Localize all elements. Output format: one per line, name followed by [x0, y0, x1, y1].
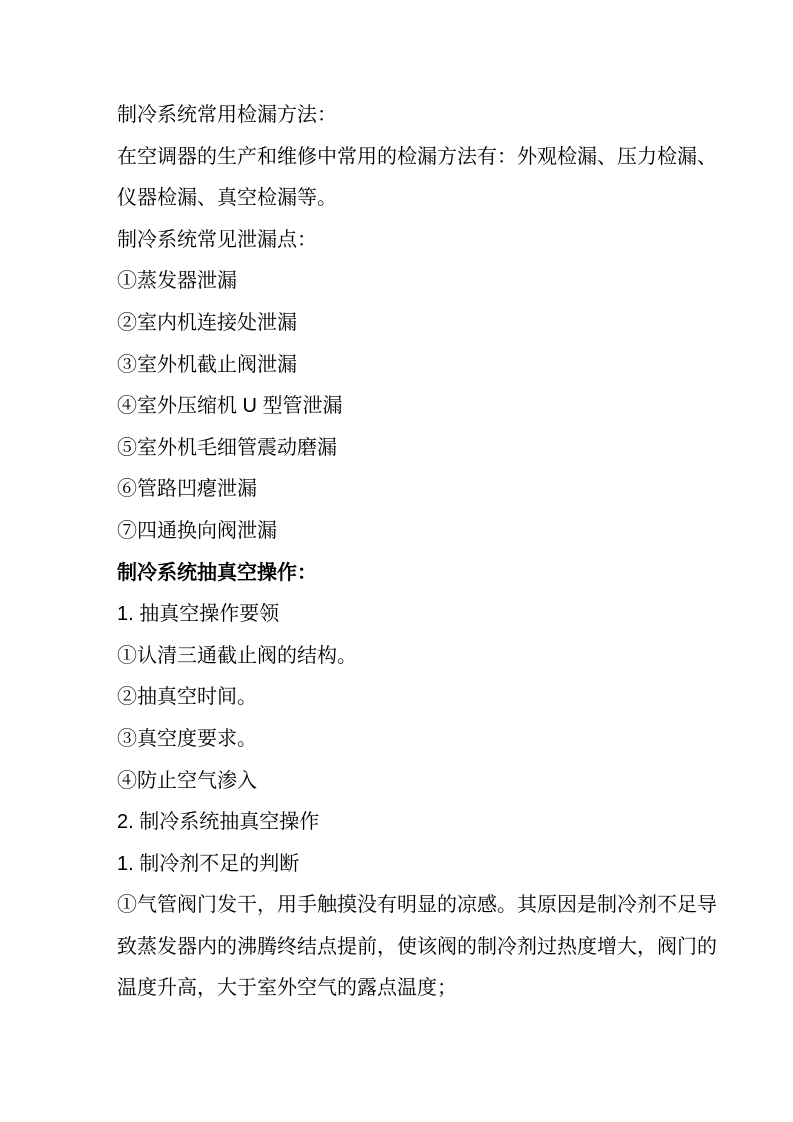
paragraph-leak-point-4: ④室外压缩机 U 型管泄漏	[117, 395, 343, 418]
paragraph-leak-point-7: ⑦四通换向阀泄漏	[117, 519, 277, 542]
paragraph-heading-leak-methods: 制冷系统常用检漏方法：	[117, 104, 337, 126]
paragraph-leak-point-5: ⑤室外机毛细管震动磨漏	[117, 436, 337, 459]
paragraph-refrigerant-detail-1: ①气管阀门发干，用手触摸没有明显的凉感。其原因是制冷剂不足导致蒸发器内的沸腾终结点提前，使该阀的制冷剂过热度增大，阀门的温度升高，大于室外空气的露点温度；	[117, 894, 717, 1000]
paragraph-refrigerant-judgment: 1. 制冷剂不足的判断	[117, 852, 300, 875]
document-body	[117, 95, 717, 1010]
paragraph-vacuum-essential-1: ①认清三通截止阀的结构。	[117, 644, 357, 667]
paragraph-vacuum-operation-2: 2. 制冷系统抽真空操作	[117, 811, 320, 834]
paragraph-heading-leak-points: 制冷系统常见泄漏点：	[117, 228, 317, 251]
paragraph-leak-methods-intro: 在空调器的生产和维修中常用的检漏方法有：外观检漏、压力检漏、仪器检漏、真空检漏等。	[117, 145, 717, 210]
paragraph-leak-point-1: ①蒸发器泄漏	[117, 270, 237, 293]
paragraph-vacuum-essential-4: ④防止空气渗入	[117, 769, 257, 792]
paragraph-leak-point-2: ②室内机连接处泄漏	[117, 311, 297, 334]
paragraph-leak-point-6: ⑥管路凹瘪泄漏	[117, 478, 257, 501]
paragraph-vacuum-essential-3: ③真空度要求。	[117, 727, 257, 750]
paragraph-vacuum-essential-2: ②抽真空时间。	[117, 686, 257, 709]
paragraph-leak-point-3: ③室外机截止阀泄漏	[117, 353, 297, 376]
paragraph-vacuum-essentials: 1. 抽真空操作要领	[117, 603, 280, 626]
paragraph-heading-vacuum-operation: 制冷系统抽真空操作：	[117, 561, 317, 584]
